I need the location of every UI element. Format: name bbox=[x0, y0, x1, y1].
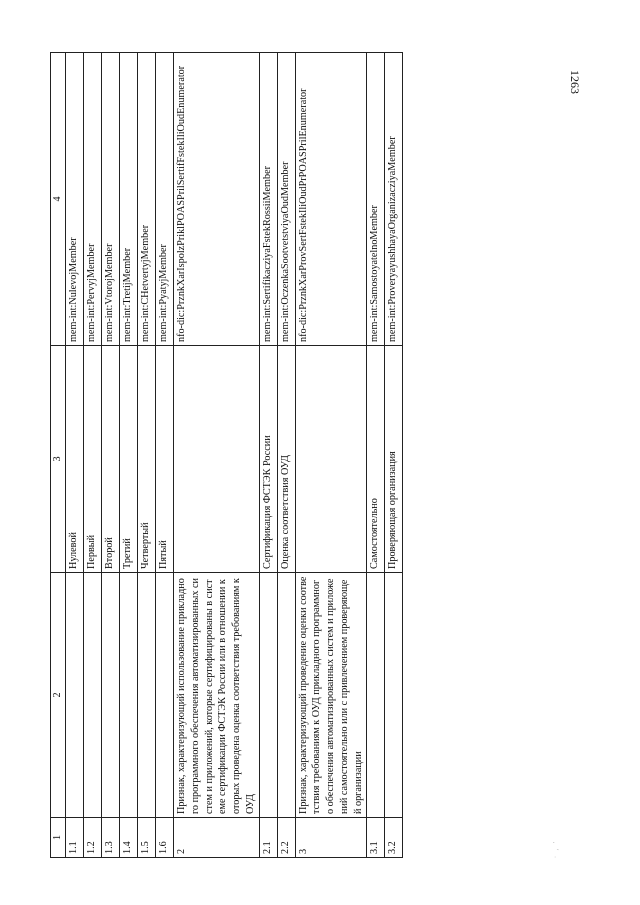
header-cell-4: 4 bbox=[51, 53, 66, 346]
row-description-cell: Признак, характеризующий использование прикладного программного обеспечения автоматизированных систем и приложений, которые сертифицированы в системе сертификации ФСТЭК России или в отношении которых проведена оценка соответствия требованиям к ОУД bbox=[174, 573, 260, 818]
row-number-cell: 1.2 bbox=[84, 818, 102, 858]
row-description-cell bbox=[102, 573, 120, 818]
table-row bbox=[120, 53, 138, 858]
row-number-cell: 1.1 bbox=[66, 818, 84, 858]
row-label-cell: Сертификация ФСТЭК России bbox=[259, 346, 277, 573]
row-description-cell bbox=[84, 573, 102, 818]
row-code-cell: mem-int:PyatyjMember bbox=[156, 53, 174, 346]
row-number-cell: 1.6 bbox=[156, 818, 174, 858]
row-code-cell: nfo-dic:PrznkXarProvSertFstekIliOudPrPOASPrilEnumerator bbox=[295, 53, 367, 346]
header-cell-2: 2 bbox=[51, 573, 66, 818]
row-description-cell bbox=[66, 573, 84, 818]
row-label-cell bbox=[174, 346, 260, 573]
row-number-cell: 3.2 bbox=[385, 818, 403, 858]
row-description-cell bbox=[385, 573, 403, 818]
table-row bbox=[259, 53, 277, 858]
table-row bbox=[138, 53, 156, 858]
row-description-cell: Признак, характеризующий проведение оценки соответствия требованиям к ОУД прикладного программного обеспечения автоматизированных систем и приложений самостоятельно или с привлечением проверяющей организации bbox=[295, 573, 367, 818]
table-row bbox=[295, 53, 367, 858]
row-description-cell bbox=[120, 573, 138, 818]
row-code-cell: mem-int:OczenkaSootvetstviyaOudMember bbox=[277, 53, 295, 346]
row-code-cell: mem-int:NulevojMember bbox=[66, 53, 84, 346]
row-code-cell: mem-int:TretijMember bbox=[120, 53, 138, 346]
row-number-cell: 2 bbox=[174, 818, 260, 858]
table-row bbox=[156, 53, 174, 858]
row-number-cell: 1.5 bbox=[138, 818, 156, 858]
row-number-cell: 3.1 bbox=[367, 818, 385, 858]
row-description-cell bbox=[277, 573, 295, 818]
row-label-cell: Первый bbox=[84, 346, 102, 573]
row-description-cell bbox=[259, 573, 277, 818]
page-number: 1263 bbox=[568, 70, 582, 94]
table-row bbox=[385, 53, 403, 858]
table-row bbox=[174, 53, 260, 858]
row-code-cell: mem-int:SamostoyatelnoMember bbox=[367, 53, 385, 346]
rotated-table-container bbox=[50, 53, 435, 858]
row-code-cell: mem-int:CHetvertyjMember bbox=[138, 53, 156, 346]
row-label-cell: Третий bbox=[120, 346, 138, 573]
row-number-cell: 1.3 bbox=[102, 818, 120, 858]
row-number-cell: 2.1 bbox=[259, 818, 277, 858]
table-row bbox=[84, 53, 102, 858]
row-label-cell: Самостоятельно bbox=[367, 346, 385, 573]
row-number-cell: 1.4 bbox=[120, 818, 138, 858]
row-label-cell: Нулевой bbox=[66, 346, 84, 573]
row-label-cell: Четвертый bbox=[138, 346, 156, 573]
row-description-cell bbox=[138, 573, 156, 818]
row-code-cell: nfo-dic:PrznkXarIspolzPriklPOASPrilSertifFstekIliOudEnumerator bbox=[174, 53, 260, 346]
row-label-cell: Пятый bbox=[156, 346, 174, 573]
table-row bbox=[367, 53, 385, 858]
row-description-cell bbox=[156, 573, 174, 818]
row-label-cell bbox=[295, 346, 367, 573]
row-label-cell: Оценка соответствия ОУД bbox=[277, 346, 295, 573]
header-row bbox=[51, 53, 66, 858]
row-code-cell: mem-int:PervyjMember bbox=[84, 53, 102, 346]
row-code-cell: mem-int:VtorojMember bbox=[102, 53, 120, 346]
table-body bbox=[51, 53, 403, 858]
row-description-cell bbox=[367, 573, 385, 818]
header-cell-3: 3 bbox=[51, 346, 66, 573]
table-row bbox=[277, 53, 295, 858]
row-code-cell: mem-int:ProveryayushhayaOrganizacziyaMember bbox=[385, 53, 403, 346]
header-cell-1: 1 bbox=[51, 818, 66, 858]
row-number-cell: 3 bbox=[295, 818, 367, 858]
table-row bbox=[66, 53, 84, 858]
classifier-table bbox=[50, 52, 403, 858]
row-label-cell: Проверяющая организация bbox=[385, 346, 403, 573]
row-code-cell: mem-int:SertifikacziyaFstekRossiiMember bbox=[259, 53, 277, 346]
row-number-cell: 2.2 bbox=[277, 818, 295, 858]
scan-margin-marks: · ¸ ' bbox=[553, 839, 559, 858]
row-label-cell: Второй bbox=[102, 346, 120, 573]
table-row bbox=[102, 53, 120, 858]
